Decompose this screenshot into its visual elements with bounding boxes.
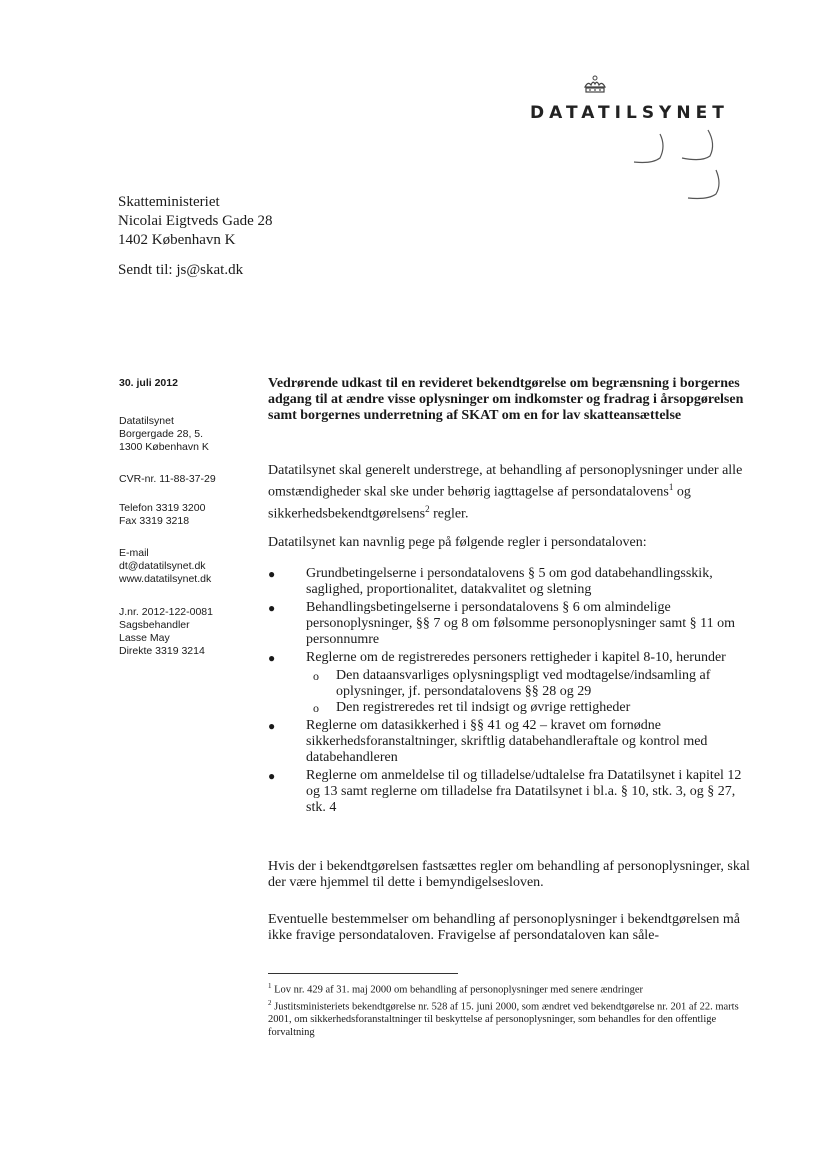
paragraph-4: Eventuelle bestemmelser om behandling af personoplysninger i bekendtgørelsen må ikke fravige persondataloven. Fravigelse af persondataloven kan såle- [268,912,740,943]
recipient-line: Skatteministeriet [118,194,220,210]
bullet-icon: ● [268,719,276,733]
sender-address [119,415,209,454]
sender-street: Borgergade 28, 5. [119,428,204,440]
bullet-icon: ● [268,651,276,665]
sender-name: Datatilsynet [119,415,174,427]
bullet-icon: ● [268,601,276,615]
email-link[interactable]: dt@datatilsynet.dk [119,560,206,572]
org-title: DATATILSYNET [530,103,729,123]
recipient-line: Nicolai Eigtveds Gade 28 [118,213,273,229]
list-item-text: Grundbetingelserne i persondatalovens § 5 om god databehandlingsskik, saglighed, proportionalitet, datakvalitet og sletning [306,566,713,597]
sent-to: Sendt til: js@skat.dk [118,262,244,278]
email-label: E-mail [119,547,149,559]
crown-icon [582,75,608,97]
footnote-ref-2: 2 [425,503,430,514]
footnote-1 [268,980,763,997]
org-logo [530,75,745,125]
fax: Fax 3319 3218 [119,515,190,527]
handwritten-initials [622,128,732,208]
footnote-2-text: Justitsministeriets bekendtgørelse nr. 528 af 15. juni 2000, som ændret ved bekendtgørelse nr. 201 af 22. marts 2001, om sikkerhedsforanstaltninger til beskyttelse af personoplysninger, som behandles for den offentlige forvaltning [268,1001,739,1038]
bullet-icon: ● [268,769,276,783]
sub-list-item-text: Den dataansvarliges oplysningspligt ved modtagelse/indsamling af oplysninger, jf. persondatalovens §§ 28 og 29 [336,668,711,699]
footnote-1-number: 1 [268,982,272,990]
recipient-address [118,193,273,250]
footnote-2 [268,997,763,1039]
paragraph-1-text-b: og sikkerhedsbekendtgørelsens [268,484,691,522]
sub-list-item-text: Den registreredes ret til indsigt og øvrige rettigheder [336,700,631,715]
sub-list-item [268,668,758,700]
website-link[interactable]: www.datatilsynet.dk [119,573,212,585]
sender-city: 1300 København K [119,441,209,453]
list-item [268,650,758,666]
paragraph-1 [268,463,758,522]
case-block [119,606,213,658]
circle-bullet-icon: o [313,669,319,683]
telephone: Telefon 3319 3200 [119,502,206,514]
footnote-divider [268,973,458,974]
recipient-line: 1402 København K [118,232,236,248]
list-item [268,718,758,766]
list-item [268,768,758,816]
phone-block [119,502,205,528]
case-handler-label: Sagsbehandler [119,619,190,631]
journal-number: J.nr. 2012-122-0081 [119,606,213,618]
footnotes [268,980,763,1039]
footnote-1-text: Lov nr. 429 af 31. maj 2000 om behandling af personoplysninger med senere ændringer [271,984,643,996]
rules-list [268,566,758,818]
list-item-text: Reglerne om datasikkerhed i §§ 41 og 42 – kravet om fornødne sikkerhedsforanstaltninger, skriftlig databehandleraftale og kontrol med databehandleren [306,718,708,765]
footnote-2-number: 2 [268,999,272,1007]
circle-bullet-icon: o [313,701,319,715]
list-item [268,566,758,598]
list-item-text: Behandlingsbetingelserne i persondatalovens § 6 om almindelige personoplysninger, §§ 7 og 8 om følsomme personoplysninger samt § 11 om personnumre [306,600,735,647]
paragraph-1-text-a: Datatilsynet skal generelt understrege, at behandling af personoplysninger under alle omstændigheder skal ske under behørig iagttagelse af persondatalovens [268,463,743,500]
sub-list-item [268,700,758,716]
list-item-text: Reglerne om anmeldelse til og tilladelse/udtalelse fra Datatilsynet i kapitel 12 og 13 samt reglerne om tilladelse fra Datatilsynet i bl.a. § 10, stk. 3, og § 27, stk. 4 [306,768,742,815]
contact-block [119,547,211,586]
letter-subject: Vedrørende udkast til en revideret bekendtgørelse om begrænsning i borgernes adgang til at ændre visse oplysninger om indkomster og fradrag i årsopgørelsen samt borgernes underretning af SKAT om en for lav skatteansættelse [268,376,744,423]
footnote-ref-1: 1 [668,482,674,492]
letter-date: 30. juli 2012 [119,377,178,389]
paragraph-3: Hvis der i bekendtgørelsen fastsættes regler om behandling af personoplysninger, skal der være hjemmel til dette i bemyndigelsesloven. [268,859,750,890]
cvr-number: CVR-nr. 11-88-37-29 [119,473,216,485]
bullet-icon: ● [268,567,276,581]
list-item-text: Reglerne om de registreredes personers rettigheder i kapitel 8-10, herunder [306,650,726,665]
case-handler: Lasse May [119,632,170,644]
direct-phone: Direkte 3319 3214 [119,645,205,657]
paragraph-2: Datatilsynet kan navnlig pege på følgende regler i persondataloven: [268,535,647,550]
list-item [268,600,758,648]
paragraph-1-text-c: regler. [429,506,469,522]
